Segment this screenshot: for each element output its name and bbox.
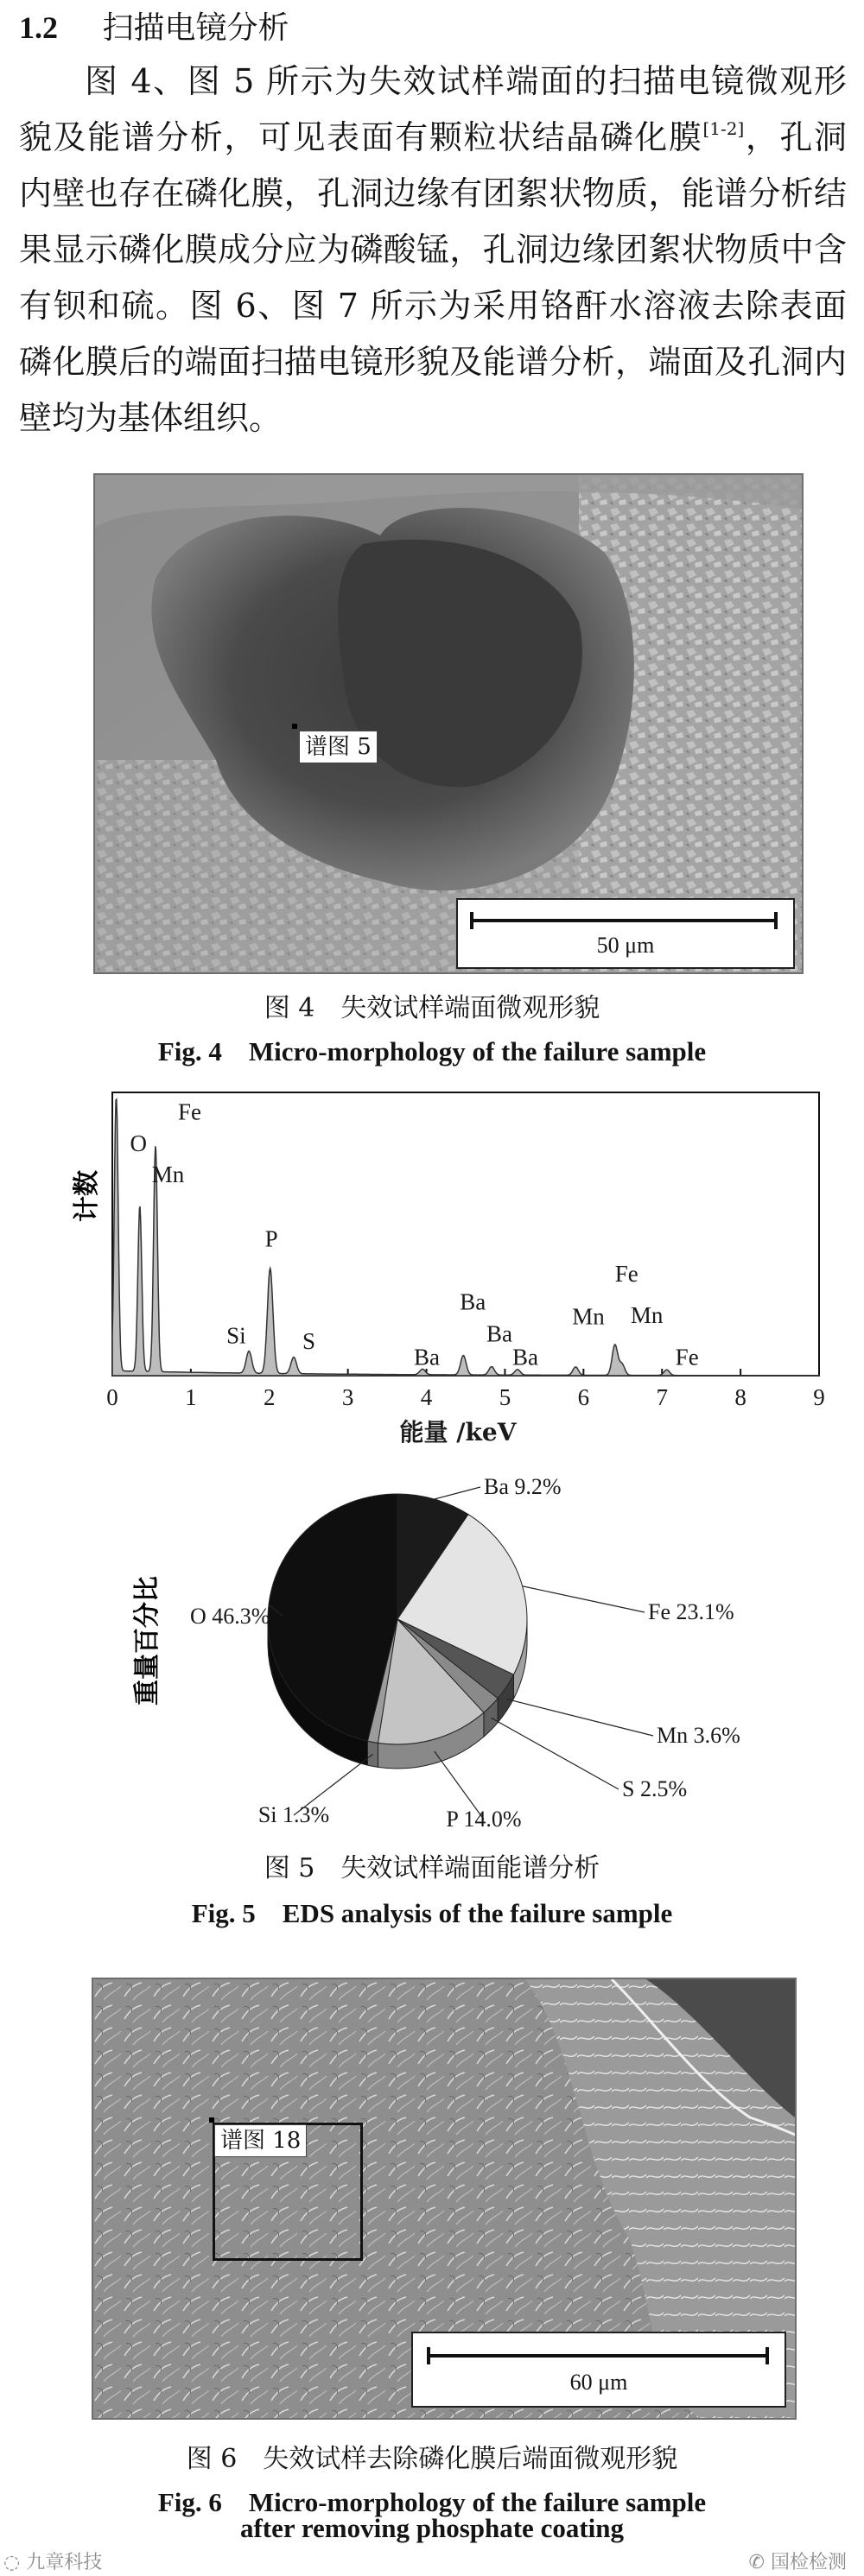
paragraph-part-2: ，孔洞内壁也存在磷化膜，孔洞边缘有团絮状物质，能谱分析结果显示磷化膜成分应为磷酸锰，孔洞边缘团絮状物质中含有钡和硫。图 6、图 7 所示为采用铬酐水溶液去除表面磷化膜后的端面扫描电镜形貌及能谱分析，端面及孔洞内壁均为基体组织。: [19, 118, 847, 437]
pie-slice-side: [367, 1741, 378, 1767]
fig6-caption-en-line2: after removing phosphate coating: [239, 2513, 625, 2543]
eds-xtick-label: 7: [656, 1384, 668, 1410]
wechat-icon: ✆: [748, 2552, 765, 2573]
eds-ylabel: 计数: [72, 1170, 102, 1222]
fig4-scale-bar: [470, 919, 778, 922]
eds-peak-label: Si: [226, 1322, 246, 1349]
eds-peak-label: Ba: [414, 1344, 441, 1370]
pie-leader-line: [506, 1699, 653, 1736]
fig6-spectrum-label: 谱图 18: [214, 2124, 307, 2157]
eds-peak-label: Fe: [177, 1098, 201, 1125]
fig6-caption-en-line1: Fig. 6 Micro-morphology of the failure sample: [157, 2487, 707, 2517]
fig4-spectrum-label: 谱图 5: [299, 731, 378, 763]
fig5-caption-cn: 图 5 失效试样端面能谱分析: [264, 1853, 600, 1883]
fig5-pie-chart: [35, 1468, 829, 1831]
eds-xlabel: 能量 /keV: [399, 1418, 517, 1446]
body-paragraph: [19, 54, 847, 446]
pie-slice-label: S 2.5%: [622, 1776, 688, 1801]
fig6-sem-image: [92, 1978, 797, 2420]
eds-peak-label: Ba: [460, 1288, 486, 1315]
fig4-caption-cn: 图 4 失效试样端面微观形貌: [264, 993, 600, 1023]
footer-right-text: 国检检测: [770, 2552, 847, 2573]
fig5-caption-en: Fig. 5 EDS analysis of the failure sample: [191, 1898, 673, 1928]
eds-peak-label: Fe: [614, 1260, 638, 1287]
eds-peak-label: Mn: [630, 1302, 664, 1329]
eds-xtick-label: 3: [341, 1384, 354, 1410]
fig4-caption-en: Fig. 4 Micro-morphology of the failure sample: [157, 1036, 707, 1066]
fig6-scale-box: [411, 2332, 786, 2408]
eds-peak-label: O: [130, 1130, 148, 1156]
eds-peak-label: Mn: [151, 1161, 185, 1187]
fig6-scale-label: 60 μm: [569, 2370, 628, 2395]
eds-peak-label: Mn: [572, 1303, 605, 1330]
pie-slice-label: Mn 3.6%: [657, 1723, 740, 1748]
paragraph-part-1: 图 4、图 5 所示为失效试样端面的扫描电镜微观形貌及能谱分析，可见表面有颗粒状结晶磷化膜: [19, 62, 847, 156]
eds-spectrum-line: [112, 1099, 819, 1376]
eds-xtick-label: 0: [106, 1384, 118, 1410]
pie-slice-label: O 46.3%: [190, 1604, 270, 1629]
eds-peak-label: S: [302, 1327, 315, 1354]
fig6-caption-cn: 图 6 失效试样去除磷化膜后端面微观形貌: [186, 2444, 678, 2474]
fig5-eds-spectrum: [52, 1079, 829, 1451]
eds-xtick-label: 6: [577, 1384, 590, 1410]
section-heading: [19, 7, 289, 49]
eds-xtick-label: 8: [734, 1384, 746, 1410]
eds-plot-frame: [112, 1092, 819, 1376]
pie-slice-label: Fe 23.1%: [648, 1599, 734, 1624]
eds-peak-label: P: [264, 1225, 278, 1252]
pie-slice-label: P 14.0%: [446, 1807, 522, 1831]
eds-peak-labels: [130, 1099, 699, 1370]
footer-right-watermark: [749, 2548, 847, 2574]
eds-xtick-label: 5: [499, 1384, 511, 1410]
eds-xtick-label: 4: [420, 1384, 433, 1410]
fig4-scale-label: 50 μm: [596, 933, 655, 958]
pie-group: [190, 1474, 740, 1831]
section-title: 扫描电镜分析: [102, 10, 289, 46]
fig4-spectrum-point: [292, 724, 297, 729]
eds-peak-label: Ba: [486, 1320, 512, 1347]
fig6-scale-bar: [427, 2354, 769, 2358]
eds-peak-label: Ba: [511, 1344, 538, 1370]
footer-left-watermark: ◌ 九章科技: [3, 2552, 103, 2573]
pie-ylabel: 重量百分比: [132, 1576, 162, 1706]
eds-xtick-label: 1: [185, 1384, 197, 1410]
section-number: 1.2: [19, 10, 58, 45]
eds-xtick-label: 9: [813, 1384, 825, 1410]
citation-ref[interactable]: [1-2]: [702, 118, 745, 139]
pie-leader-line: [523, 1586, 645, 1612]
fig4-scale-box: [456, 898, 795, 969]
eds-xtick-label: 2: [264, 1384, 276, 1410]
pie-slice-label: Si 1.3%: [257, 1802, 330, 1827]
pie-leader-line: [435, 1487, 480, 1499]
pie-leader-line: [491, 1718, 619, 1789]
footer-left-text: 九章科技: [26, 2552, 103, 2573]
fig4-sem-image: [93, 473, 804, 974]
pie-slice-label: Ba 9.2%: [484, 1474, 562, 1499]
eds-peak-label: Fe: [675, 1344, 699, 1370]
